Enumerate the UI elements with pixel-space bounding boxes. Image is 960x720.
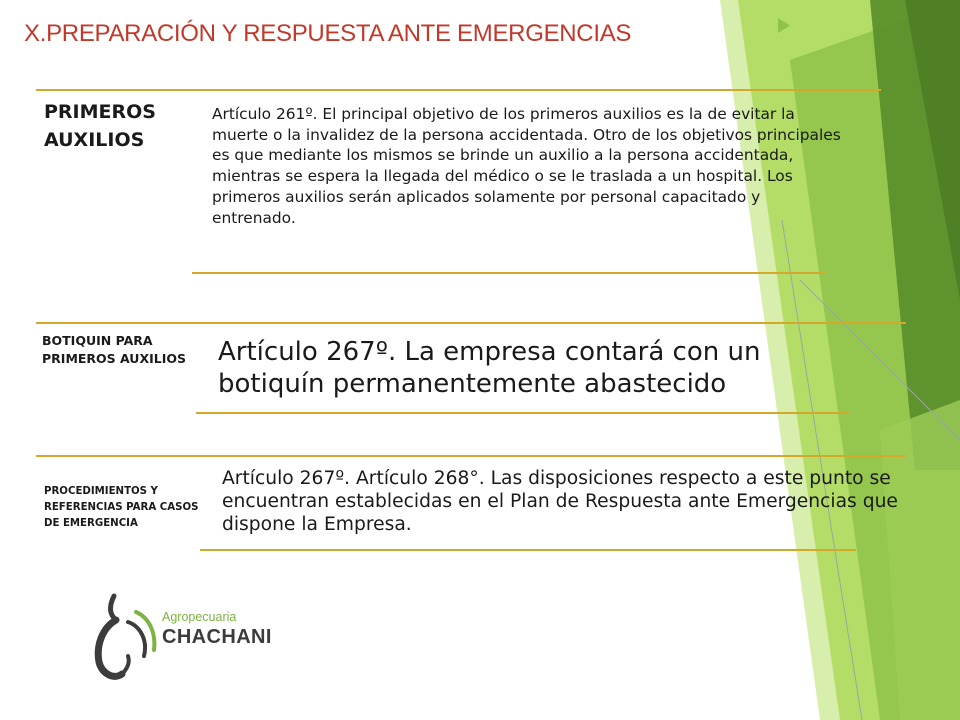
slide-title: X.PREPARACIÓN Y RESPUESTA ANTE EMERGENCIAS xyxy=(24,20,632,47)
section-label-botiquin: BOTIQUIN PARA PRIMEROS AUXILIOS xyxy=(42,333,186,366)
divider-line xyxy=(36,322,906,324)
section-label-primeros-auxilios: PRIMEROS AUXILIOS xyxy=(44,101,156,151)
divider-line xyxy=(196,412,850,414)
divider-line xyxy=(192,272,826,274)
cow-head-icon xyxy=(92,592,162,682)
section-label-procedimientos: PROCEDIMIENTOS Y REFERENCIAS PARA CASOS DE EMERGENCIA xyxy=(44,486,199,529)
divider-line xyxy=(200,549,856,551)
divider-line xyxy=(36,455,906,457)
section-text-articulo-268: Artículo 267º. Artículo 268°. Las disposiciones respecto a este punto se encuentran establecidas en el Plan de Respuesta ante Emergencias que dispone la Empresa. xyxy=(222,468,898,535)
logo-subtitle: Agropecuaria xyxy=(162,610,237,624)
logo-name: CHACHANI xyxy=(162,626,272,648)
section-text-articulo-261: Artículo 261º. El principal objetivo de los primeros auxilios es la de evitar la muerte o la invalidez de la persona accidentada. Otro de los objetivos principales es que mediante los mismos se brinde un auxilio a la persona accidentada, mientras se espera la llegada del médico o se le traslada a un hospital. Los primeros auxilios serán aplicados solamente por personal capacitado y entrenado. xyxy=(212,105,841,227)
company-logo xyxy=(92,592,292,682)
section-text-articulo-267: Artículo 267º. La empresa contará con un botiquín permanentemente abastecido xyxy=(218,337,761,399)
divider-line xyxy=(36,89,881,91)
